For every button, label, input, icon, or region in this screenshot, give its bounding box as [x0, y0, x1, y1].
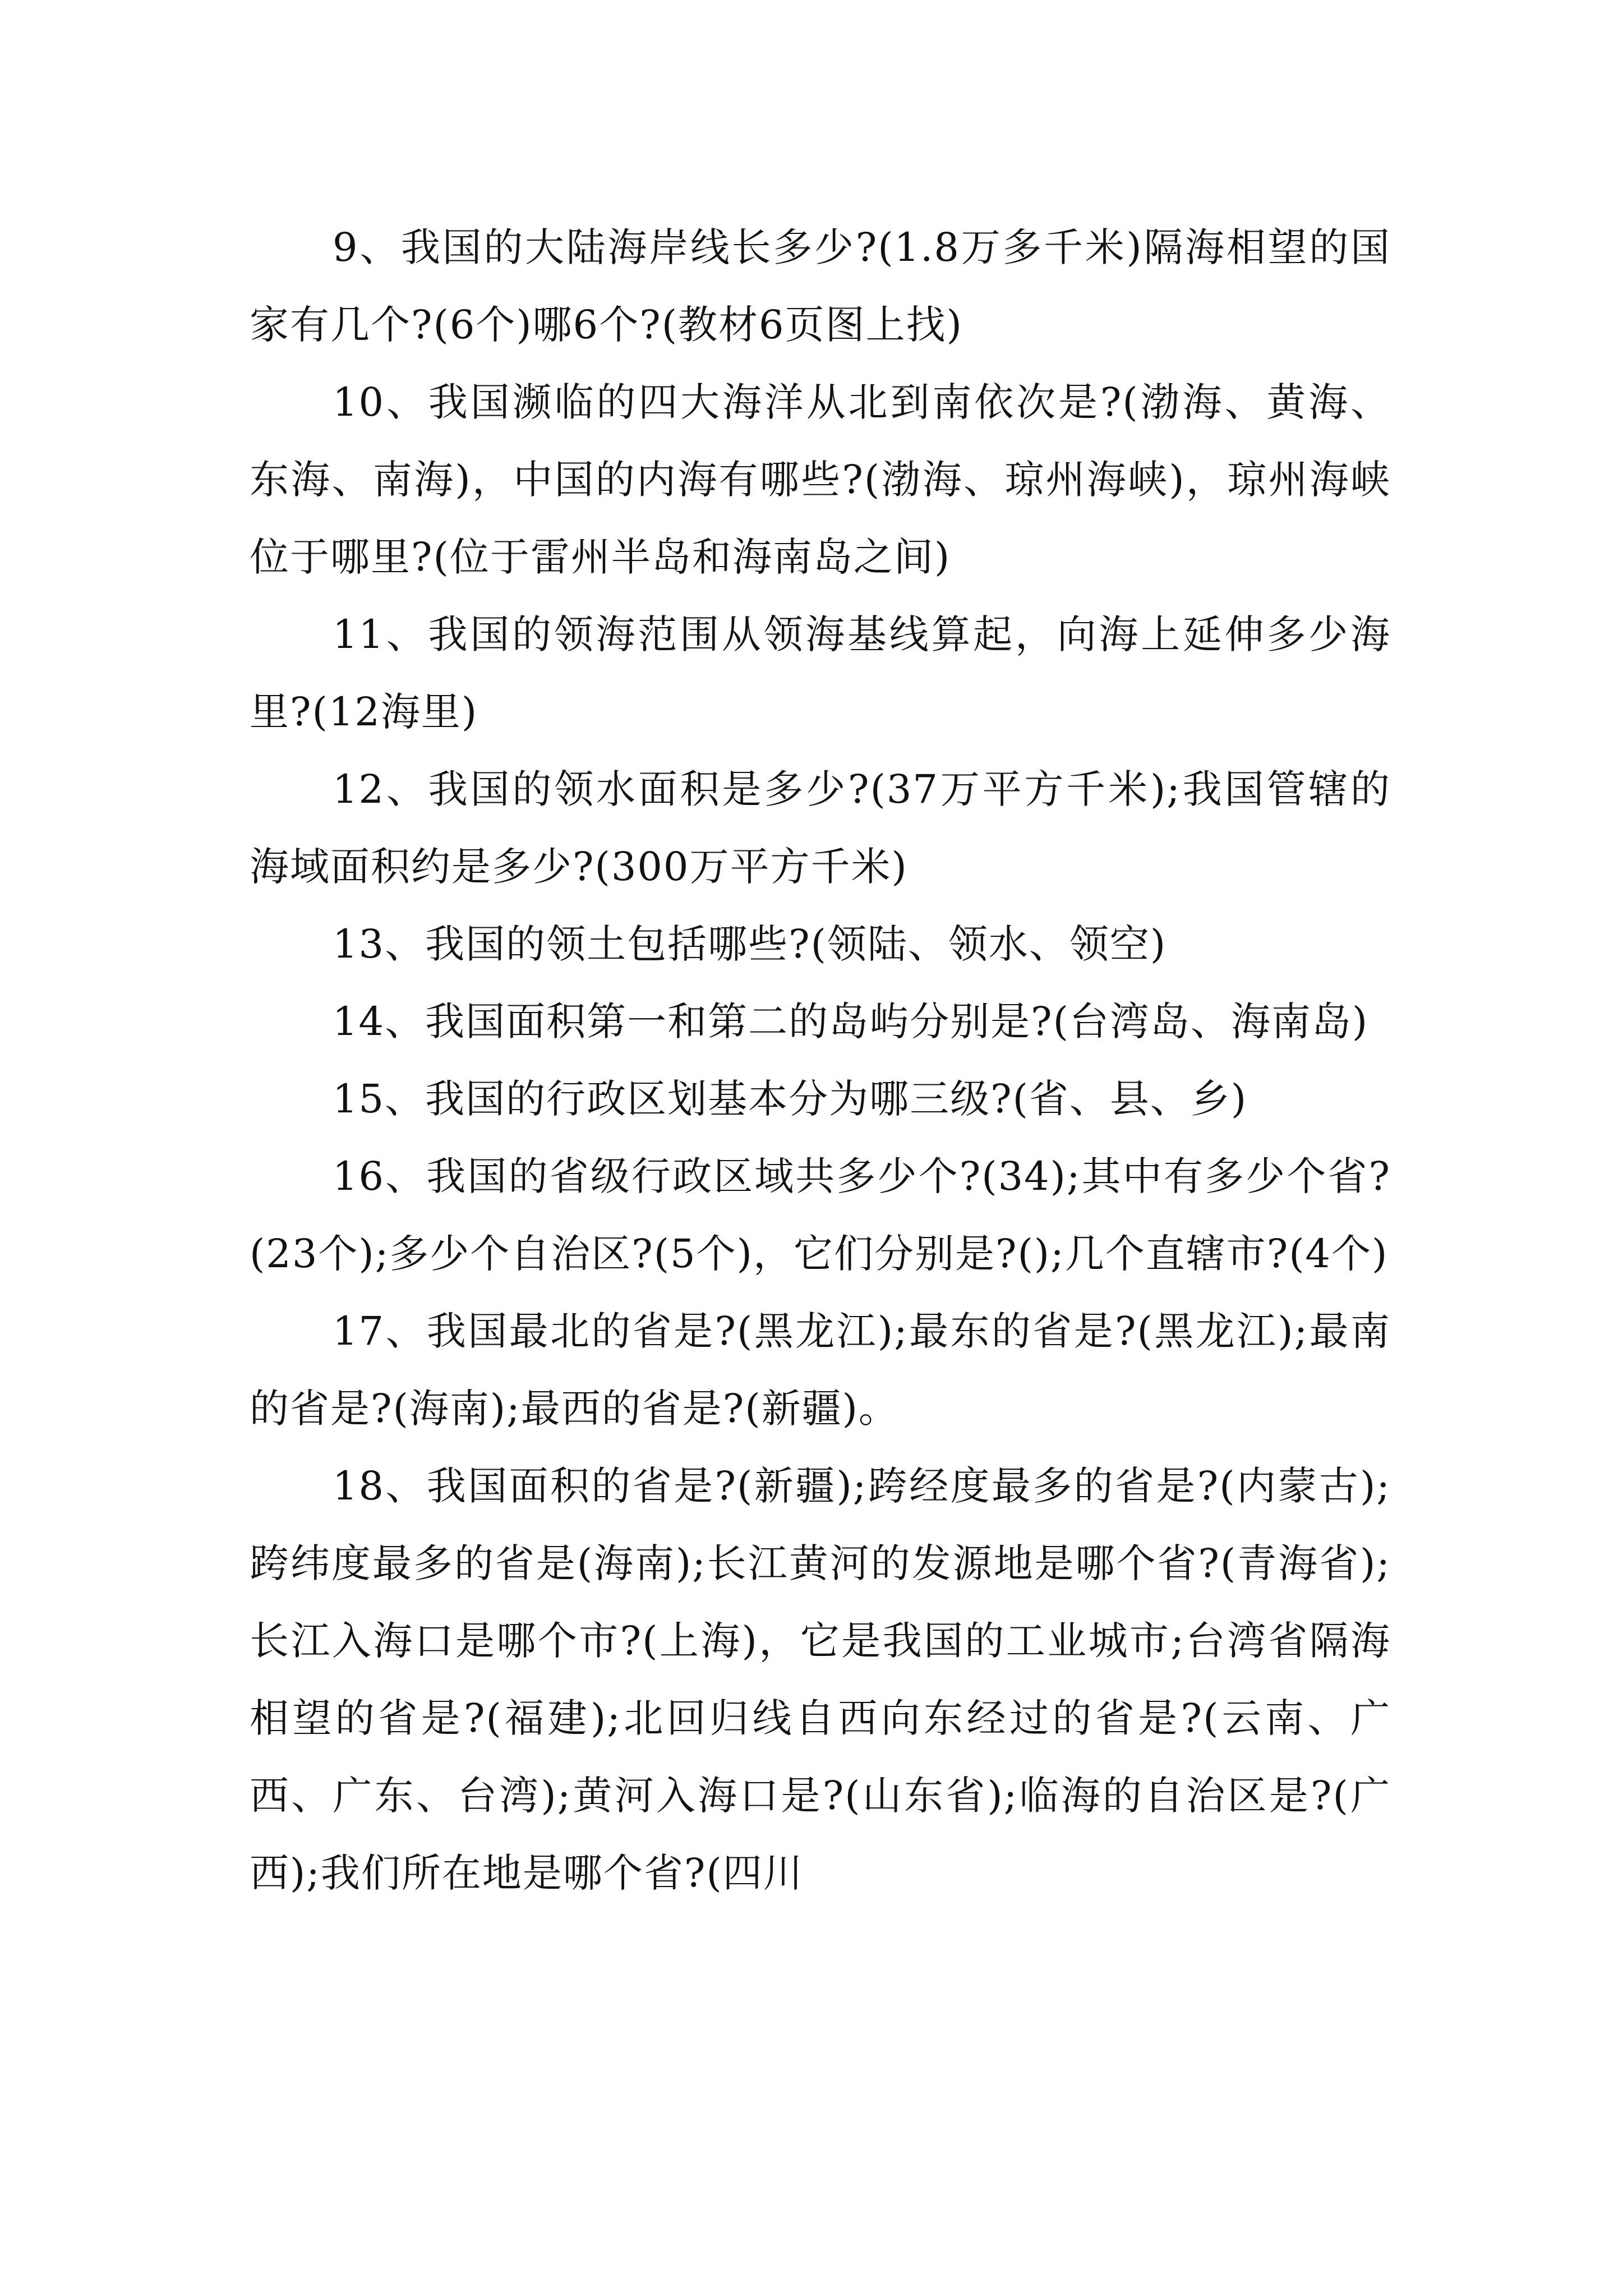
- paragraph-9: 9、我国的大陆海岸线长多少?(1.8万多千米)隔海相望的国家有几个?(6个)哪6个?(教材6页图上找): [250, 224, 1391, 348]
- paragraph-17: 17、我国最北的省是?(黑龙江);最东的省是?(黑龙江);最南的省是?(海南);最西的省是?(新疆)。: [250, 1308, 1391, 1432]
- paragraph-14: 14、我国面积第一和第二的岛屿分别是?(台湾岛、海南岛): [333, 999, 1369, 1045]
- paragraph-15: 15、我国的行政区划基本分为哪三级?(省、县、乡): [333, 1076, 1248, 1122]
- paragraph-11: 11、我国的领海范围从领海基线算起，向海上延伸多少海里?(12海里): [250, 611, 1391, 735]
- paragraph-16: 16、我国的省级行政区域共多少个?(34);其中有多少个省?(23个);多少个自治区?(5个)，它们分别是?();几个直辖市?(4个): [250, 1153, 1391, 1277]
- paragraph-18: 18、我国面积的省是?(新疆);跨经度最多的省是?(内蒙古);跨纬度最多的省是(海南);长江黄河的发源地是哪个省?(青海省);长江入海口是哪个市?(上海)，它是我国的工业城市;台湾省隔海相望的省是?(福建);北回归线自西向东经过的省是?(云南、广西、广东、台湾);黄河入海口是?(山东省);临海的自治区是?(广西);我们所在地是哪个省?(四川: [250, 1463, 1391, 1896]
- paragraph-10: 10、我国濒临的四大海洋从北到南依次是?(渤海、黄海、东海、南海)，中国的内海有哪些?(渤海、琼州海峡)，琼州海峡位于哪里?(位于雷州半岛和海南岛之间): [250, 379, 1391, 580]
- document-body: [250, 209, 1391, 1912]
- paragraph-13: 13、我国的领土包括哪些?(领陆、领水、领空): [333, 921, 1167, 967]
- paragraph-12: 12、我国的领水面积是多少?(37万平方千米);我国管辖的海域面积约是多少?(300万平方千米): [250, 766, 1391, 890]
